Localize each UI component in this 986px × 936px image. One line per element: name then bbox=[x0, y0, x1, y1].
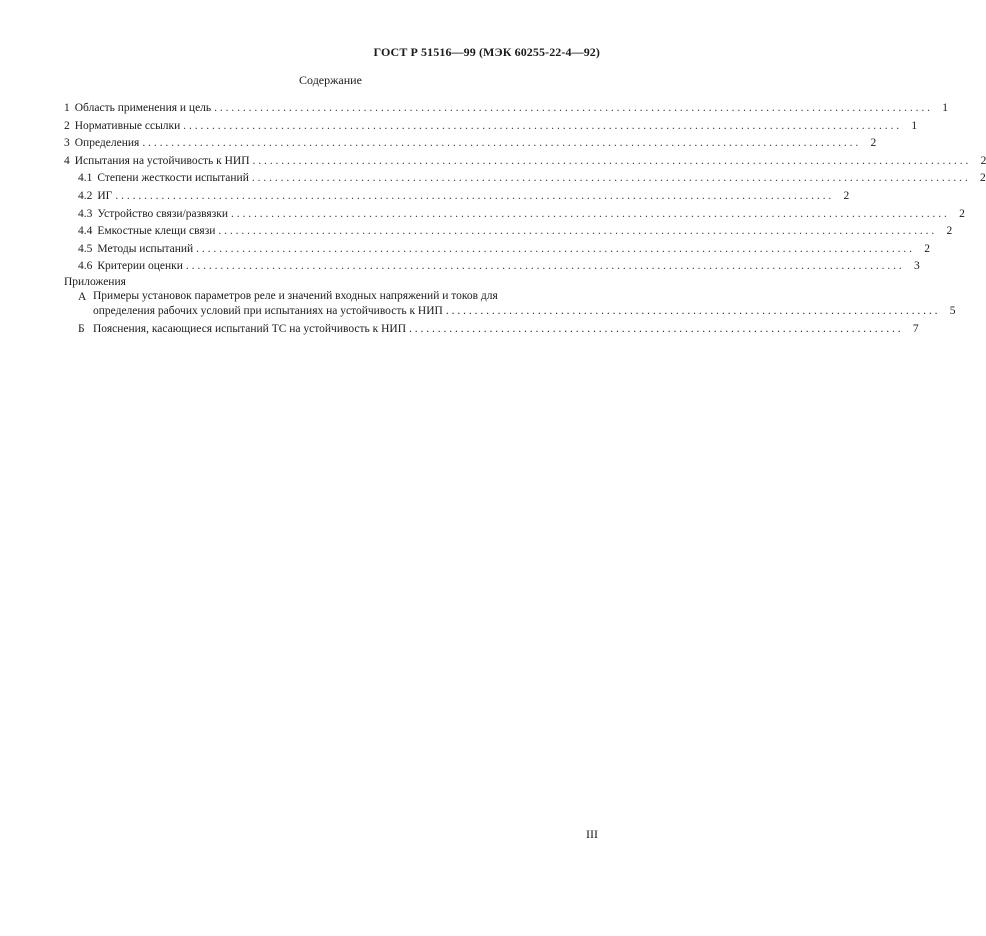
table-of-contents bbox=[64, 100, 986, 338]
toc-entry-3[interactable] bbox=[64, 135, 877, 153]
dot-leader bbox=[196, 241, 912, 259]
appendix-entry-a[interactable] bbox=[64, 289, 956, 320]
toc-entry-page: 2 bbox=[980, 154, 986, 167]
toc-entry-label: Критерии оценки bbox=[97, 260, 183, 273]
dot-leader bbox=[183, 118, 899, 136]
toc-entry-page: 2 bbox=[870, 137, 877, 150]
dot-leader bbox=[252, 170, 968, 188]
toc-entry-number: 1 bbox=[64, 102, 70, 114]
dot-leader bbox=[218, 223, 934, 241]
appendix-body bbox=[93, 320, 919, 338]
appendix-title-line-2: определения рабочих условий при испытаниях на устойчивость к НИП bbox=[93, 304, 443, 317]
toc-entry-1[interactable] bbox=[64, 100, 949, 118]
toc-entry-label: Нормативные ссылки bbox=[74, 119, 181, 132]
toc-entry-number: 4.4 bbox=[78, 225, 93, 238]
toc-entry-4-1[interactable] bbox=[64, 170, 986, 188]
toc-entry-page: 2 bbox=[979, 172, 986, 185]
appendix-page: 7 bbox=[912, 322, 919, 335]
dot-leader bbox=[253, 153, 969, 171]
toc-entry-number: 4.1 bbox=[78, 172, 93, 185]
toc-entry-number: 4.2 bbox=[78, 189, 93, 202]
appendices-heading: Приложения bbox=[64, 275, 126, 288]
dot-leader bbox=[446, 303, 938, 320]
toc-entry-page: 1 bbox=[911, 119, 918, 132]
appendix-title-line-1: Пояснения, касающиеся испытаний ТС на устойчивость к НИП bbox=[93, 322, 406, 335]
toc-entry-number: 4 bbox=[64, 154, 70, 167]
standard-header: ГОСТ Р 51516—99 (МЭК 60255-22-4—92) bbox=[373, 45, 600, 59]
toc-entry-label: Область применения и цель bbox=[74, 102, 212, 114]
dot-leader bbox=[231, 206, 947, 224]
toc-entry-number: 4.5 bbox=[78, 242, 93, 255]
toc-entry-4-3[interactable] bbox=[64, 206, 965, 224]
toc-entry-label: Устройство связи/развязки bbox=[97, 207, 228, 220]
appendix-letter: А bbox=[78, 290, 87, 303]
dot-leader bbox=[115, 188, 831, 206]
toc-entry-label: Испытания на устойчивость к НИП bbox=[74, 154, 250, 167]
dot-leader bbox=[214, 100, 930, 118]
toc-entry-number: 4.6 bbox=[78, 260, 93, 273]
toc-entry-page: 1 bbox=[942, 102, 949, 114]
appendix-title-line-1: Примеры установок параметров реле и значений входных напряжений и токов для bbox=[93, 289, 498, 302]
toc-entry-number: 3 bbox=[64, 137, 70, 150]
appendix-title-line-2-row bbox=[93, 303, 955, 320]
toc-entry-label: Определения bbox=[74, 137, 140, 150]
toc-entry-label: Степени жесткости испытаний bbox=[97, 172, 249, 185]
toc-entry-number: 4.3 bbox=[78, 207, 93, 220]
toc-entry-label: ИГ bbox=[97, 189, 113, 202]
toc-entry-number: 2 bbox=[64, 119, 70, 132]
appendix-body bbox=[93, 289, 955, 320]
dot-leader bbox=[409, 320, 901, 338]
toc-entry-4-5[interactable] bbox=[64, 241, 931, 259]
toc-entry-label: Емкостные клещи связи bbox=[97, 225, 216, 238]
appendix-entry-b[interactable] bbox=[64, 320, 919, 338]
dot-leader bbox=[142, 135, 858, 153]
toc-entry-page: 2 bbox=[924, 242, 931, 255]
toc-entry-4[interactable] bbox=[64, 153, 986, 171]
toc-entry-page: 3 bbox=[914, 260, 920, 273]
appendix-page: 5 bbox=[949, 304, 956, 317]
appendix-letter: Б bbox=[78, 322, 85, 335]
toc-title: Содержание bbox=[299, 73, 362, 87]
toc-entry-4-4[interactable] bbox=[64, 223, 953, 241]
toc-entry-label: Методы испытаний bbox=[97, 242, 194, 255]
toc-entry-page: 2 bbox=[946, 225, 953, 238]
toc-entry-4-2[interactable] bbox=[64, 188, 850, 206]
toc-entry-page: 2 bbox=[843, 189, 850, 202]
dot-leader bbox=[186, 258, 902, 276]
toc-entry-page: 2 bbox=[959, 207, 965, 220]
page-number: III bbox=[586, 827, 598, 841]
toc-entry-4-6[interactable] bbox=[64, 258, 920, 276]
toc-entry-2[interactable] bbox=[64, 118, 918, 136]
